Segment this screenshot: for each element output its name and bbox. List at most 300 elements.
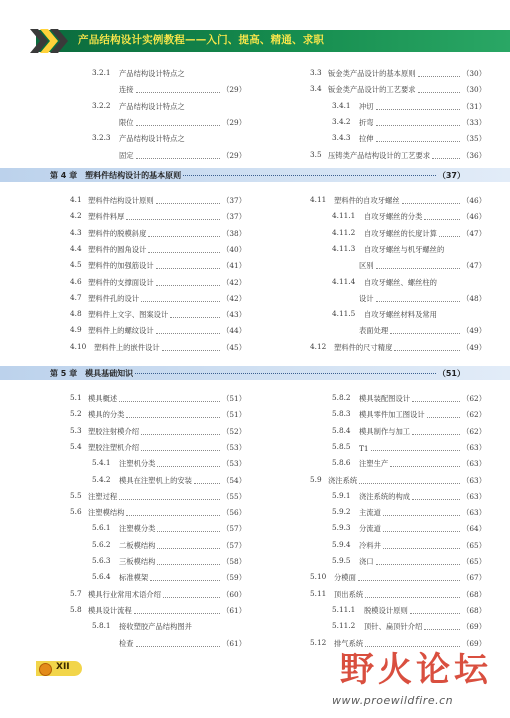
toc-entry-title: 主流道 bbox=[359, 508, 381, 518]
chapter-page: （37） bbox=[437, 170, 465, 180]
toc-entry[interactable] bbox=[46, 502, 246, 518]
leader-dots bbox=[432, 158, 460, 159]
toc-entry-page: （35） bbox=[462, 134, 486, 144]
toc-entry-number: 5.12 bbox=[310, 637, 327, 647]
toc-entry[interactable] bbox=[46, 63, 246, 79]
leader-dots bbox=[157, 548, 220, 549]
toc-entry-title: 模具制作与加工 bbox=[359, 426, 411, 436]
toc-entry-title: 顶针、扁顶针介绍 bbox=[364, 622, 423, 632]
toc-entry-title: 脱模设计原则 bbox=[364, 605, 408, 615]
toc-entry-page: （68） bbox=[462, 605, 486, 615]
toc-entry-page: （47） bbox=[462, 228, 486, 238]
toc-entry-title: 三板模结构 bbox=[119, 557, 156, 566]
toc-entry-title: 检查 bbox=[119, 638, 134, 648]
leader-dots bbox=[410, 613, 460, 614]
toc-entry-title: 塑料件的支撑面设计 bbox=[88, 277, 154, 287]
toc-entry-title: 塑料件的自攻牙螺丝 bbox=[334, 196, 400, 205]
toc-entry-title: 模具装配图设计 bbox=[359, 394, 411, 403]
leader-dots bbox=[439, 236, 460, 237]
toc-entry[interactable] bbox=[286, 145, 486, 161]
toc-entry-title: T1 bbox=[359, 443, 369, 453]
toc-entry[interactable] bbox=[46, 190, 246, 206]
leader-dots bbox=[136, 125, 221, 126]
toc-entry[interactable] bbox=[286, 128, 486, 144]
leader-dots bbox=[148, 252, 220, 253]
toc-entry-number: 5.4 bbox=[70, 441, 82, 451]
toc-entry[interactable] bbox=[286, 63, 486, 79]
toc-entry-title: 注塑过程 bbox=[88, 491, 118, 501]
toc-entry-title: 塑料件上文字、图案设计 bbox=[88, 310, 169, 320]
leader-dots bbox=[390, 333, 460, 334]
chapter-title: 塑料件结构设计的基本原则 bbox=[85, 170, 182, 180]
toc-entry-number: 4.11.2 bbox=[332, 227, 356, 237]
toc-entry[interactable] bbox=[286, 518, 486, 534]
toc-entry[interactable] bbox=[286, 320, 486, 336]
toc-entry-number: 4.11 bbox=[310, 195, 327, 204]
toc-entry-page: （30） bbox=[462, 69, 486, 78]
toc-entry[interactable] bbox=[286, 304, 486, 320]
toc-entry-number: 5.4.1 bbox=[92, 458, 111, 468]
watermark-text: 野火论坛 bbox=[340, 650, 492, 690]
toc-entry[interactable] bbox=[286, 337, 486, 353]
leader-dots bbox=[170, 317, 220, 318]
toc-entry-page: （31） bbox=[462, 101, 486, 111]
toc-entry-page: （64） bbox=[462, 524, 486, 534]
toc-entry-title: 自攻牙螺丝的长度计算 bbox=[364, 228, 437, 238]
toc-entry[interactable] bbox=[46, 239, 246, 255]
toc-entry-title: 自攻牙螺丝材料及常用 bbox=[364, 310, 437, 320]
leader-dots bbox=[376, 125, 461, 126]
leader-dots bbox=[119, 401, 220, 402]
toc-entry[interactable] bbox=[286, 551, 486, 567]
toc-entry-number: 5.1 bbox=[70, 393, 82, 402]
leader-dots bbox=[418, 76, 461, 77]
leader-dots bbox=[412, 499, 460, 500]
toc-entry-number: 5.9.1 bbox=[332, 490, 351, 500]
toc-entry-page: （37） bbox=[222, 196, 246, 205]
toc-entry-title: 塑胶注塑机介绍 bbox=[88, 442, 140, 452]
toc-entry-number: 4.10 bbox=[70, 341, 87, 351]
watermark-url: www.proewildfire.cn bbox=[332, 694, 454, 707]
toc-entry-page: （29） bbox=[222, 117, 246, 127]
toc-entry-page: （55） bbox=[222, 491, 246, 501]
toc-entry-page: （42） bbox=[222, 277, 246, 287]
leader-dots bbox=[162, 350, 220, 351]
toc-entry-number: 4.6 bbox=[70, 276, 82, 286]
toc-entry-number: 5.11.2 bbox=[332, 621, 356, 631]
leader-dots bbox=[126, 417, 220, 418]
toc-entry-number: 4.2 bbox=[70, 211, 82, 221]
header-chevron-icon bbox=[30, 27, 70, 55]
toc-entry-page: （52） bbox=[222, 426, 246, 436]
toc-entry-page: （63） bbox=[462, 491, 486, 501]
toc-entry-title: 钣金类产品设计的基本原则 bbox=[328, 69, 416, 78]
toc-entry[interactable] bbox=[286, 79, 486, 95]
table-of-contents bbox=[46, 63, 486, 648]
toc-entry-number: 5.6.1 bbox=[92, 523, 111, 533]
toc-entry-page: （41） bbox=[222, 261, 246, 271]
toc-entry-number: 4.1 bbox=[70, 195, 82, 204]
toc-entry-number: 5.8.6 bbox=[332, 458, 351, 468]
toc-entry-page: （51） bbox=[222, 410, 246, 420]
toc-entry-page: （48） bbox=[462, 293, 486, 303]
leader-dots bbox=[156, 333, 220, 334]
toc-entry[interactable] bbox=[286, 272, 486, 288]
toc-entry-title: 连接 bbox=[119, 85, 134, 95]
toc-entry-number: 5.9.2 bbox=[332, 507, 351, 517]
toc-entry-title: 塑料件的圆角设计 bbox=[88, 244, 147, 254]
toc-entry-page: （65） bbox=[462, 557, 486, 566]
toc-entry-page: （44） bbox=[222, 326, 246, 336]
leader-dots bbox=[126, 515, 220, 516]
toc-entry-title: 顶出系统 bbox=[334, 589, 364, 599]
toc-entry-title: 固定 bbox=[119, 150, 134, 160]
toc-entry-number: 3.2.2 bbox=[92, 100, 111, 110]
leader-dots bbox=[135, 373, 436, 374]
leader-dots bbox=[134, 613, 220, 614]
toc-entry-page: （47） bbox=[462, 261, 486, 271]
toc-entry-page: （65） bbox=[462, 540, 486, 550]
leader-dots bbox=[376, 268, 461, 269]
toc-entry-title: 注塑模结构 bbox=[88, 508, 125, 518]
leader-dots bbox=[418, 92, 461, 93]
chapter-number: 第 4 章 bbox=[50, 170, 78, 180]
toc-entry[interactable] bbox=[286, 486, 486, 502]
leader-dots bbox=[427, 417, 460, 418]
toc-entry-title: 折弯 bbox=[359, 117, 374, 127]
chapter-heading[interactable] bbox=[50, 366, 465, 380]
toc-entry-number: 5.9.3 bbox=[332, 523, 351, 533]
toc-entry-page: （49） bbox=[462, 342, 486, 352]
toc-entry-title: 钣金类产品设计的工艺要求 bbox=[328, 85, 416, 95]
toc-entry-number: 4.11.5 bbox=[332, 309, 356, 319]
toc-entry[interactable] bbox=[286, 567, 486, 583]
toc-entry[interactable] bbox=[46, 437, 246, 453]
toc-entry-number: 4.8 bbox=[70, 309, 82, 319]
toc-entry-number: 4.5 bbox=[70, 260, 82, 270]
toc-entry-page: （30） bbox=[462, 85, 486, 95]
leader-dots bbox=[148, 236, 220, 237]
toc-entry-title: 标准模架 bbox=[119, 573, 149, 583]
toc-entry[interactable] bbox=[46, 223, 246, 239]
toc-entry-page: （56） bbox=[222, 508, 246, 518]
leader-dots bbox=[424, 219, 460, 220]
toc-entry[interactable] bbox=[46, 337, 246, 353]
toc-entry-title: 冲切 bbox=[359, 101, 374, 111]
toc-entry[interactable] bbox=[286, 96, 486, 112]
toc-entry-page: （53） bbox=[222, 442, 246, 452]
leader-dots bbox=[150, 580, 220, 581]
toc-entry[interactable] bbox=[286, 470, 486, 486]
toc-entry[interactable] bbox=[286, 600, 486, 616]
leader-dots bbox=[412, 434, 460, 435]
header-title: 产品结构设计实例教程——入门、提高、精通、求职 bbox=[78, 34, 325, 46]
leader-dots bbox=[136, 92, 221, 93]
toc-entry-title: 浇注系统的构成 bbox=[359, 491, 411, 501]
toc-entry-number: 5.11.1 bbox=[332, 604, 356, 614]
toc-entry-page: （29） bbox=[222, 150, 246, 160]
toc-entry-page: （63） bbox=[462, 459, 486, 469]
toc-entry[interactable] bbox=[286, 288, 486, 304]
toc-entry-page: （69） bbox=[462, 622, 486, 632]
toc-entry-number: 4.11.1 bbox=[332, 211, 356, 221]
leader-dots bbox=[358, 580, 460, 581]
toc-entry-page: （38） bbox=[222, 228, 246, 238]
toc-entry-number: 5.9.4 bbox=[332, 539, 351, 549]
toc-entry[interactable] bbox=[286, 223, 486, 239]
toc-entry[interactable] bbox=[286, 584, 486, 600]
toc-entry[interactable] bbox=[286, 239, 486, 255]
toc-entry-page: （62） bbox=[462, 410, 486, 420]
footer-page-number: XII bbox=[56, 662, 70, 672]
leader-dots bbox=[412, 401, 460, 402]
toc-entry-title: 产品结构设计特点之 bbox=[119, 134, 185, 144]
toc-entry-number: 5.9.5 bbox=[332, 556, 351, 565]
toc-entry[interactable] bbox=[46, 112, 246, 128]
leader-dots bbox=[141, 301, 220, 302]
toc-entry[interactable] bbox=[46, 486, 246, 502]
toc-entry-number: 4.4 bbox=[70, 243, 82, 253]
leader-dots bbox=[376, 141, 461, 142]
toc-entry[interactable] bbox=[286, 437, 486, 453]
toc-entry[interactable] bbox=[46, 421, 246, 437]
chapter-heading[interactable] bbox=[50, 168, 465, 182]
toc-entry-title: 注塑生产 bbox=[359, 459, 389, 469]
page-header bbox=[0, 0, 510, 52]
leader-dots bbox=[163, 597, 220, 598]
toc-entry[interactable] bbox=[46, 600, 246, 616]
toc-entry-number: 5.11 bbox=[310, 588, 327, 598]
toc-entry-title: 自攻牙螺丝与机牙螺丝的 bbox=[364, 244, 445, 254]
toc-entry[interactable] bbox=[286, 112, 486, 128]
toc-entry-number: 5.5 bbox=[70, 490, 82, 500]
toc-entry[interactable] bbox=[46, 518, 246, 534]
toc-entry-number: 5.2 bbox=[70, 409, 82, 419]
toc-entry-number: 3.2.3 bbox=[92, 133, 111, 143]
toc-entry[interactable] bbox=[46, 551, 246, 567]
toc-entry-number: 4.9 bbox=[70, 325, 82, 335]
leader-dots bbox=[136, 646, 221, 647]
toc-entry-title: 压铸类产品结构设计的工艺要求 bbox=[328, 150, 431, 160]
toc-entry-title: 分模面 bbox=[334, 573, 356, 583]
toc-entry[interactable] bbox=[46, 453, 246, 469]
toc-entry-number: 4.12 bbox=[310, 341, 327, 351]
leader-dots bbox=[126, 219, 220, 220]
toc-entry-number: 5.8 bbox=[70, 604, 82, 614]
toc-entry[interactable] bbox=[286, 616, 486, 632]
leader-dots bbox=[157, 564, 220, 565]
toc-entry[interactable] bbox=[46, 404, 246, 420]
toc-entry-number: 4.11.4 bbox=[332, 276, 356, 286]
toc-entry[interactable] bbox=[46, 633, 246, 649]
toc-entry-number: 3.4.1 bbox=[332, 100, 351, 110]
toc-entry-title: 注塑模分类 bbox=[119, 524, 156, 534]
toc-entry[interactable] bbox=[46, 304, 246, 320]
leader-dots bbox=[383, 548, 460, 549]
leader-dots bbox=[194, 483, 220, 484]
toc-entry[interactable] bbox=[46, 320, 246, 336]
toc-entry[interactable] bbox=[46, 388, 246, 404]
toc-entry-title: 自攻牙螺丝的分类 bbox=[364, 212, 423, 222]
toc-entry-title: 塑料件的尺寸精度 bbox=[334, 342, 393, 352]
toc-entry-number: 4.11.3 bbox=[332, 243, 356, 253]
toc-entry[interactable] bbox=[46, 79, 246, 95]
toc-entry-title: 模具零件加工图设计 bbox=[359, 410, 425, 420]
toc-entry-title: 表面处理 bbox=[359, 326, 389, 336]
toc-entry-number: 5.6.2 bbox=[92, 539, 111, 549]
toc-entry[interactable] bbox=[46, 145, 246, 161]
toc-entry[interactable] bbox=[286, 206, 486, 222]
toc-entry-title: 设计 bbox=[359, 293, 374, 303]
toc-entry-title: 接收塑胶产品结构图并 bbox=[119, 622, 192, 632]
toc-entry-title: 塑料件上的嵌件设计 bbox=[94, 342, 160, 352]
toc-entry-page: （58） bbox=[222, 557, 246, 566]
toc-entry-title: 塑料件结构设计原则 bbox=[88, 196, 154, 205]
toc-entry-title: 区别 bbox=[359, 261, 374, 271]
toc-entry-page: （33） bbox=[462, 117, 486, 127]
toc-entry[interactable] bbox=[46, 128, 246, 144]
leader-dots bbox=[183, 175, 436, 176]
toc-entry[interactable] bbox=[286, 453, 486, 469]
toc-entry[interactable] bbox=[46, 535, 246, 551]
toc-entry-number: 5.8.1 bbox=[92, 621, 111, 631]
leader-dots bbox=[394, 350, 460, 351]
leader-dots bbox=[157, 466, 220, 467]
toc-entry-page: （46） bbox=[462, 212, 486, 222]
toc-entry-number: 3.4 bbox=[310, 84, 322, 94]
leader-dots bbox=[376, 564, 461, 565]
toc-entry-page: （61） bbox=[222, 605, 246, 615]
toc-entry-page: （60） bbox=[222, 589, 246, 599]
leader-dots bbox=[371, 450, 461, 451]
toc-entry-page: （45） bbox=[222, 342, 246, 352]
toc-entry[interactable] bbox=[46, 470, 246, 486]
toc-entry-number: 3.2.1 bbox=[92, 68, 111, 77]
toc-entry-number: 5.3 bbox=[70, 425, 82, 435]
toc-entry-page: （57） bbox=[222, 540, 246, 550]
leader-dots bbox=[156, 285, 220, 286]
toc-entry-title: 浇口 bbox=[359, 557, 374, 566]
toc-entry-number: 5.8.4 bbox=[332, 425, 351, 435]
toc-entry-page: （61） bbox=[222, 638, 246, 648]
toc-entry-page: （62） bbox=[462, 394, 486, 403]
leader-dots bbox=[157, 531, 220, 532]
toc-entry[interactable] bbox=[46, 255, 246, 271]
toc-entry-title: 塑胶注射模介绍 bbox=[88, 426, 140, 436]
toc-entry[interactable] bbox=[46, 584, 246, 600]
toc-entry-title: 限位 bbox=[119, 117, 134, 127]
toc-entry-page: （69） bbox=[462, 638, 486, 648]
toc-entry-page: （46） bbox=[462, 196, 486, 205]
leader-dots bbox=[136, 158, 221, 159]
toc-entry[interactable] bbox=[286, 388, 486, 404]
toc-entry-title: 塑料件的加强筋设计 bbox=[88, 261, 154, 271]
toc-entry[interactable] bbox=[286, 255, 486, 271]
toc-entry-page: （53） bbox=[222, 459, 246, 469]
leader-dots bbox=[359, 483, 460, 484]
toc-entry-title: 塑料件孔的设计 bbox=[88, 293, 140, 303]
chapter-number: 第 5 章 bbox=[50, 368, 78, 378]
toc-entry-number: 3.3 bbox=[310, 68, 322, 77]
toc-entry-title: 分流道 bbox=[359, 524, 381, 534]
toc-entry[interactable] bbox=[286, 535, 486, 551]
leader-dots bbox=[383, 531, 460, 532]
toc-entry-number: 5.7 bbox=[70, 588, 82, 598]
toc-entry[interactable] bbox=[286, 421, 486, 437]
toc-entry-title: 浇注系统 bbox=[328, 475, 358, 485]
toc-entry-title: 模具在注塑机上的安装 bbox=[119, 475, 192, 485]
leader-dots bbox=[141, 434, 220, 435]
leader-dots bbox=[424, 629, 460, 630]
toc-entry-number: 5.8.2 bbox=[332, 393, 351, 402]
toc-entry-number: 3.4.2 bbox=[332, 116, 351, 126]
leader-dots bbox=[390, 466, 460, 467]
leader-dots bbox=[156, 203, 220, 204]
leader-dots bbox=[376, 109, 461, 110]
toc-entry-title: 塑料件上的螺纹设计 bbox=[88, 326, 154, 336]
toc-entry-title: 产品结构设计特点之 bbox=[119, 101, 185, 111]
toc-entry[interactable] bbox=[46, 616, 246, 632]
toc-entry[interactable] bbox=[46, 288, 246, 304]
toc-entry[interactable] bbox=[46, 206, 246, 222]
toc-entry[interactable] bbox=[46, 96, 246, 112]
toc-entry-page: （57） bbox=[222, 524, 246, 534]
toc-entry-title: 塑料件的脱模斜度 bbox=[88, 228, 147, 238]
toc-entry-title: 产品结构设计特点之 bbox=[119, 69, 185, 78]
toc-entry-number: 3.4.3 bbox=[332, 133, 351, 143]
toc-entry-page: （42） bbox=[222, 293, 246, 303]
toc-entry-page: （67） bbox=[462, 573, 486, 583]
toc-entry-page: （59） bbox=[222, 573, 246, 583]
toc-entry-title: 冷料井 bbox=[359, 540, 381, 550]
toc-entry-page: （51） bbox=[222, 394, 246, 403]
flower-icon bbox=[39, 663, 52, 676]
toc-entry-number: 5.10 bbox=[310, 572, 327, 582]
toc-entry-title: 二板模结构 bbox=[119, 540, 156, 550]
toc-entry-page: （54） bbox=[222, 475, 246, 485]
toc-entry-page: （49） bbox=[462, 326, 486, 336]
toc-entry[interactable] bbox=[286, 502, 486, 518]
toc-entry[interactable] bbox=[286, 190, 486, 206]
toc-entry-page: （63） bbox=[462, 475, 486, 485]
toc-entry-number: 3.5 bbox=[310, 149, 322, 159]
toc-entry-number: 5.6 bbox=[70, 507, 82, 517]
toc-entry-page: （63） bbox=[462, 508, 486, 518]
toc-entry-number: 5.6.3 bbox=[92, 556, 111, 565]
toc-entry-number: 5.8.5 bbox=[332, 441, 351, 451]
watermark bbox=[310, 637, 510, 718]
toc-entry[interactable] bbox=[286, 404, 486, 420]
toc-entry-number: 5.4.2 bbox=[92, 474, 111, 484]
toc-entry-title: 模具的分类 bbox=[88, 410, 125, 420]
leader-dots bbox=[119, 499, 220, 500]
leader-dots bbox=[376, 301, 461, 302]
toc-entry-page: （68） bbox=[462, 589, 486, 599]
toc-entry-number: 5.9 bbox=[310, 474, 322, 484]
toc-entry-title: 拉伸 bbox=[359, 134, 374, 144]
toc-entry-number: 5.8.3 bbox=[332, 409, 351, 419]
toc-entry[interactable] bbox=[46, 272, 246, 288]
toc-entry-page: （43） bbox=[222, 310, 246, 320]
toc-entry-number: 5.6.4 bbox=[92, 572, 111, 582]
toc-entry-title: 排气系统 bbox=[334, 638, 364, 648]
chapter-page: （51） bbox=[437, 368, 465, 378]
toc-entry[interactable] bbox=[46, 567, 246, 583]
leader-dots bbox=[383, 515, 460, 516]
toc-entry-page: （29） bbox=[222, 85, 246, 95]
toc-entry-page: （36） bbox=[462, 150, 486, 160]
leader-dots bbox=[402, 203, 460, 204]
